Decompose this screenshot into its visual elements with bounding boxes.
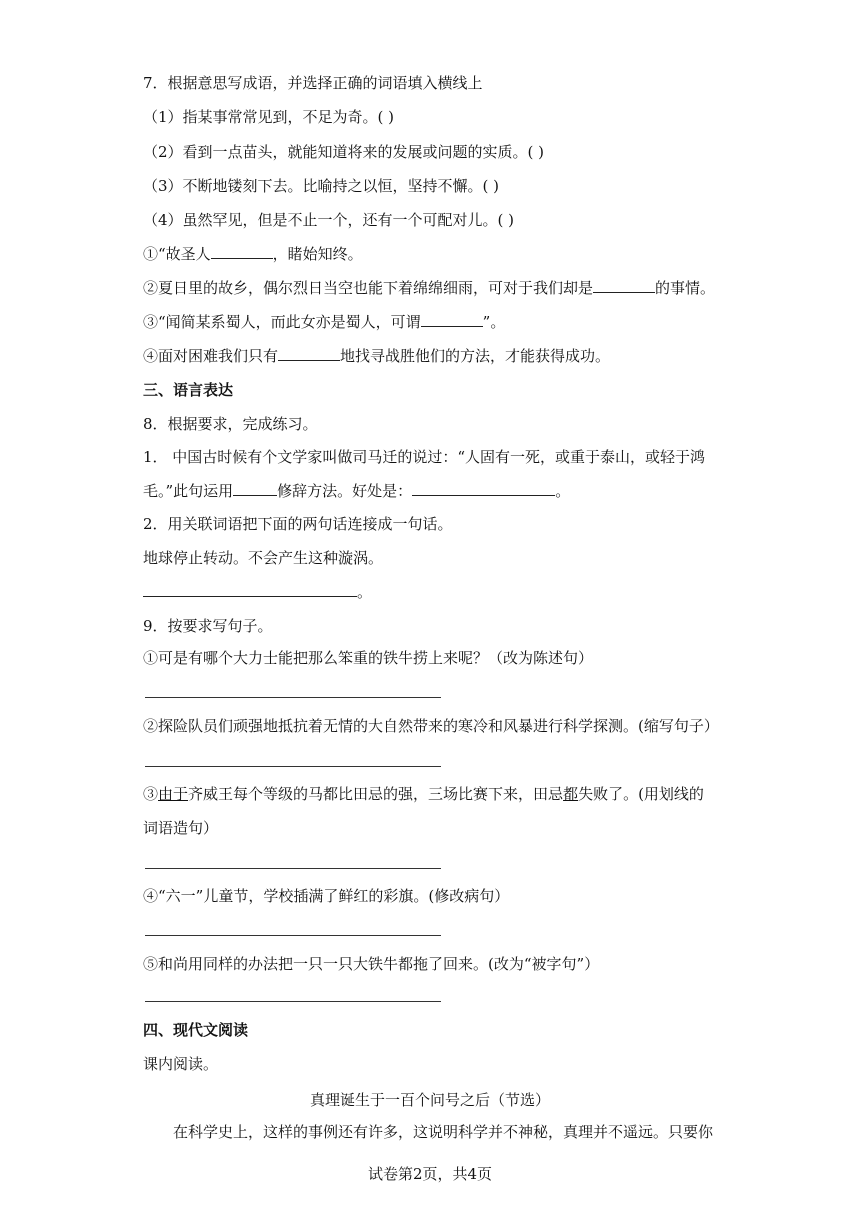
section-heading-4: 四、现代文阅读 xyxy=(143,1021,249,1039)
q7-fill-3-after: ”。 xyxy=(482,313,506,331)
answer-line[interactable] xyxy=(145,1001,441,1002)
answer-blank[interactable] xyxy=(421,312,483,327)
q9-item-3-end: 失败了。(用划线的 xyxy=(578,785,704,803)
q7-fill-1-after: ，睹始知终。 xyxy=(272,245,363,263)
q9-item-3-prefix: ③ xyxy=(143,785,159,803)
q7-fill-3-before: ③“闻简某系蜀人，而此女亦是蜀人，可谓 xyxy=(143,313,421,331)
underlined-word: 由于 xyxy=(158,785,189,803)
q9-item-4: ④“六一”儿童节，学校插满了鲜红的彩旗。(修改病句） xyxy=(143,887,510,905)
q7-item-2: （2）看到一点苗头，就能知道将来的发展或问题的实质。( ) xyxy=(143,143,545,161)
q7-item-1: （1）指某事常常见到，不足为奇。( ) xyxy=(143,108,395,126)
q9-item-1: ①可是有哪个大力士能把那么笨重的铁牛捞上来呢？（改为陈述句） xyxy=(143,649,594,667)
q7-fill-1 xyxy=(143,244,363,264)
q7-fill-2-after: 的事情。 xyxy=(655,279,716,297)
answer-blank[interactable] xyxy=(143,582,357,597)
q9-item-3 xyxy=(143,784,704,804)
q7-fill-2-before: ②夏日里的故乡，偶尔烈日当空也能下着绵绵细雨，可对于我们却是 xyxy=(143,279,594,297)
answer-line[interactable] xyxy=(145,935,441,936)
q7-fill-3 xyxy=(143,312,505,332)
q9-stem: 9．按要求写句子。 xyxy=(143,617,273,635)
answer-blank[interactable] xyxy=(233,481,277,496)
q8-sub1-after: 。 xyxy=(555,482,571,500)
q7-fill-4 xyxy=(143,346,610,366)
answer-blank[interactable] xyxy=(278,346,340,361)
q7-fill-2 xyxy=(143,278,715,298)
q7-fill-1-before: ①“故圣人 xyxy=(143,245,211,263)
q8-sub1-line1: 1． 中国古时候有个文学家叫做司马迁的说过：“人固有一死，或重于泰山，或轻于鸿 xyxy=(143,448,705,466)
reading-paragraph: 在科学史上，这样的事例还有许多，这说明科学并不神秘，真理并不遥远。只要你 xyxy=(173,1123,714,1141)
q9-item-5: ⑤和尚用同样的办法把一只一只大铁牛都拖了回来。(改为“被字句”） xyxy=(143,955,600,973)
q9-item-3-middle: 齐威王每个等级的马都比田忌的强，三场比赛下来，田忌 xyxy=(188,785,564,803)
q9-item-3-cont: 词语造句） xyxy=(143,819,219,837)
answer-line[interactable] xyxy=(145,766,441,767)
q7-fill-4-before: ④面对困难我们只有 xyxy=(143,347,279,365)
answer-blank[interactable] xyxy=(593,278,655,293)
q7-item-3: （3）不断地镂刻下去。比喻持之以恒，坚持不懈。( ) xyxy=(143,177,500,195)
q8-stem: 8．根据要求，完成练习。 xyxy=(143,415,318,433)
reading-title: 真理诞生于一百个问号之后（节选） xyxy=(309,1091,550,1109)
q7-stem: 7．根据意思写成语，并选择正确的词语填入横线上 xyxy=(143,74,483,92)
q8-sub1-middle: 修辞方法。好处是： xyxy=(277,482,413,500)
q9-item-2: ②探险队员们顽强地抵抗着无情的大自然带来的寒冷和风暴进行科学探测。(缩写句子） xyxy=(143,717,719,735)
answer-line[interactable] xyxy=(145,868,441,869)
answer-line[interactable] xyxy=(145,697,441,698)
q8-sub1-before: 毛。”此句运用 xyxy=(143,482,234,500)
section-heading-3: 三、语言表达 xyxy=(143,381,234,399)
q7-item-4: （4）虽然罕见，但是不止一个，还有一个可配对儿。( ) xyxy=(143,211,515,229)
answer-blank[interactable] xyxy=(412,481,555,496)
q8-sub2: 2．用关联词语把下面的两句话连接成一句话。 xyxy=(143,515,453,533)
q8-sub2-text: 地球停止转动。不会产生这种漩涡。 xyxy=(143,549,384,567)
reading-intro: 课内阅读。 xyxy=(143,1055,219,1073)
q8-sub2-end: 。 xyxy=(357,583,373,601)
answer-blank[interactable] xyxy=(211,244,273,259)
q8-sub1-line2 xyxy=(143,481,570,501)
page-footer: 试卷第2页，共4页 xyxy=(367,1165,493,1183)
q8-sub2-answer xyxy=(143,582,372,602)
underlined-word: 都 xyxy=(563,785,579,803)
q7-fill-4-after: 地找寻战胜他们的方法，才能获得成功。 xyxy=(340,347,611,365)
